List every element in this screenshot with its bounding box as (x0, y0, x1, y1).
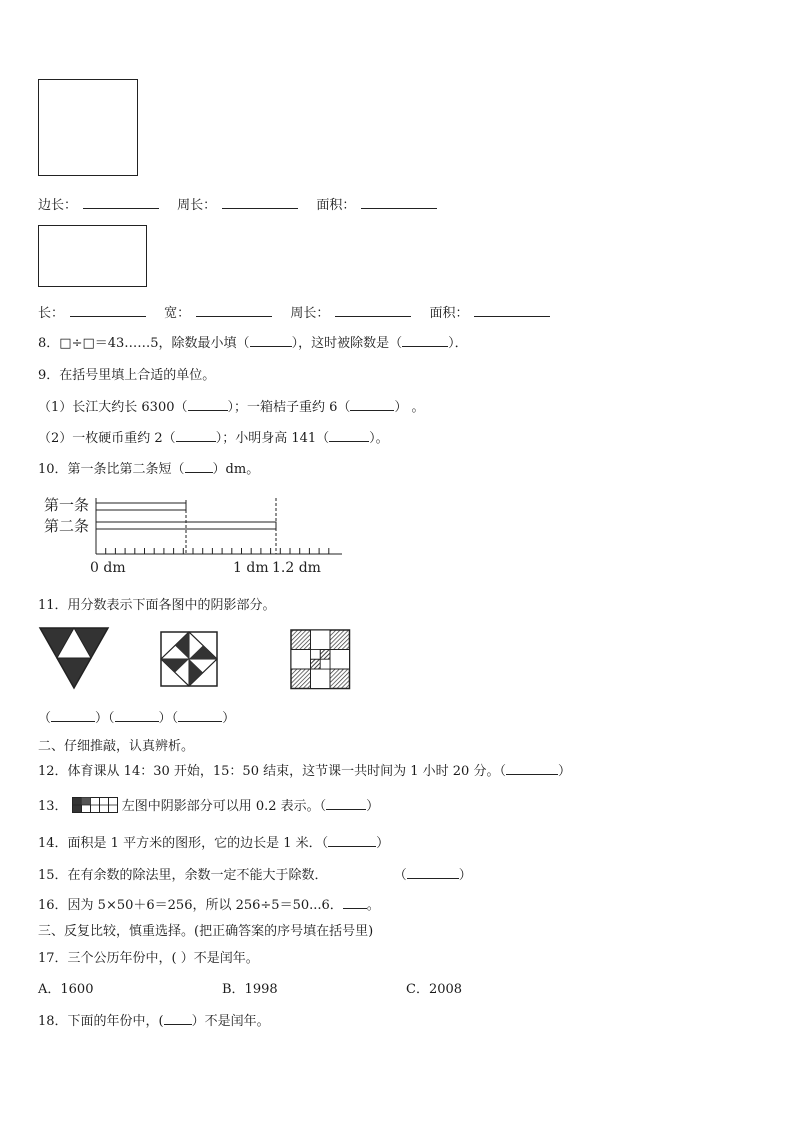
q11-grid-cell (330, 650, 350, 670)
q9-line2-b: ）；小明身高 141（ (215, 431, 330, 446)
q11-grid-cell (330, 630, 350, 650)
q17-option-c[interactable]: C．2008 (406, 982, 463, 997)
q11-paren-open-1: （ (38, 711, 52, 726)
square-side-blank[interactable] (83, 196, 159, 209)
q8-text-pre: □÷□＝43……5，除数最小填（ (59, 336, 250, 351)
q9-line1-c: ） 。 (394, 400, 425, 415)
q12-post: ） (557, 764, 571, 779)
q8-number: 8． (38, 336, 60, 351)
q11-grid-subcell (320, 659, 330, 669)
rect-perimeter-label: 周长： (290, 306, 330, 321)
question-16 (38, 894, 380, 913)
q12-text: 12．体育课从 14：30 开始，15：50 结束，这节课一共时间为 1 小时 20 分。（ (38, 764, 506, 779)
question-10 (38, 458, 259, 477)
q14-text: 14．面积是 1 平方米的图形，它的边长是 1 米．（ (38, 836, 329, 851)
q11-shaded-shapes (36, 624, 366, 694)
rect-length-blank[interactable] (70, 304, 146, 317)
q9-line1-a: （1）长江大约长 6300（ (38, 400, 188, 415)
question-12 (38, 760, 571, 779)
q9-blank-3[interactable] (176, 430, 216, 442)
question-9-title: 9．在括号里填上合适的单位。 (38, 368, 216, 383)
section-3-title: 三、反复比较，慎重选择。(把正确答案的序号填在括号里) (38, 924, 374, 939)
q11-paren-open-2: （ (108, 711, 115, 726)
rectangle-labels-row (38, 302, 550, 321)
q9-line2-a: （2）一枚硬币重约 2（ (38, 431, 176, 446)
rect-perimeter-blank[interactable] (335, 304, 411, 317)
question-18 (38, 1010, 270, 1029)
q16-blank[interactable] (343, 897, 367, 909)
square-labels-row (38, 194, 437, 213)
q11-paren-close-1: ） (95, 711, 109, 726)
q9-line2-c: ）。 (369, 431, 389, 446)
q9-line1-b: ）；一箱桔子重约 6（ (227, 400, 351, 415)
q16-text: 16．因为 5×50＋6＝256，所以 256÷5＝50...6． (38, 898, 343, 913)
q8-text-mid: ），这时被除数是（ (291, 336, 403, 351)
question-8 (38, 332, 468, 351)
rect-length-label: 长： (38, 306, 65, 321)
rect-area-blank[interactable] (474, 304, 550, 317)
square-side-label: 边长： (38, 198, 78, 213)
question-9-line2 (38, 427, 389, 446)
q10-tick-12: 1.2 dm (272, 560, 321, 576)
q10-text-post: ）dm。 (212, 462, 260, 477)
q11-blank-3[interactable] (178, 710, 222, 722)
q9-blank-4[interactable] (329, 430, 369, 442)
q11-paren-open-3: （ (171, 711, 179, 726)
q10-ticks (96, 548, 329, 554)
q14-blank[interactable] (328, 835, 376, 847)
q8-divisor-blank[interactable] (250, 335, 292, 347)
q16-post: 。 (366, 898, 380, 913)
q11-grid-cell (291, 669, 311, 689)
q18-text-pre: 18．下面的年份中，( (38, 1014, 164, 1029)
q10-tick-1: 1 dm (233, 560, 269, 576)
q11-paren-close-2: ） (158, 711, 172, 726)
square-area-label: 面积： (316, 198, 356, 213)
q13-post: ） (366, 799, 380, 814)
q17-option-a[interactable]: A．1600 (38, 982, 94, 997)
q10-tick-0: 0 dm (90, 560, 126, 576)
q11-paren-close-3: ） (222, 711, 236, 726)
q11-grid-cell (311, 630, 331, 650)
q11-grid-cell (291, 630, 311, 650)
q10-text-pre: 10．第一条比第二条短（ (38, 462, 185, 477)
question-14 (38, 832, 389, 851)
q11-grid-shape (291, 630, 350, 689)
q13-cell-partial-shade (81, 798, 90, 806)
square-area-blank[interactable] (361, 196, 437, 209)
square-perimeter-label: 周长： (177, 198, 217, 213)
rect-width-label: 宽： (164, 306, 191, 321)
q9-blank-1[interactable] (188, 399, 228, 411)
q15-blank[interactable] (407, 867, 459, 879)
question-17: 17．三个公历年份中，( ）不是闰年。 (38, 951, 259, 966)
q10-bar-diagram (40, 492, 350, 578)
q11-blank-2[interactable] (115, 710, 159, 722)
q10-bar-first (96, 503, 186, 510)
q18-text-post: ）不是闰年。 (191, 1014, 270, 1029)
q11-grid-cell (291, 650, 311, 670)
q15-paren-open: （ (393, 868, 407, 883)
q12-blank[interactable] (506, 763, 558, 775)
q10-blank[interactable] (185, 461, 213, 473)
q11-grid-cell (311, 669, 331, 689)
q13-cells (72, 798, 117, 813)
question-15 (38, 864, 472, 883)
q11-grid-subcell (320, 650, 330, 660)
q13-blank[interactable] (326, 798, 366, 810)
q15-text: 15．在有余数的除法里，余数一定不能大于除数． (38, 868, 328, 883)
q13-bar-figure (72, 797, 118, 813)
q14-post: ） (376, 836, 390, 851)
q15-post: ） (458, 868, 472, 883)
q17-option-b[interactable]: B．1998 (222, 982, 278, 997)
rect-area-label: 面积： (429, 306, 469, 321)
q9-blank-2[interactable] (350, 399, 394, 411)
question-11-title: 11．用分数表示下面各图中的阴影部分。 (38, 598, 276, 613)
q11-blank-1[interactable] (51, 710, 95, 722)
question-13 (38, 795, 379, 814)
q18-blank[interactable] (164, 1013, 192, 1025)
q11-grid-subcell (311, 659, 321, 669)
q8-text-post: ）． (448, 336, 468, 351)
q13-number: 13． (38, 799, 68, 814)
q10-label-first: 第一条 (44, 496, 90, 514)
square-perimeter-blank[interactable] (222, 196, 298, 209)
section-2-title: 二、仔细推敲，认真辨析。 (38, 739, 195, 754)
rectangle-figure (38, 225, 147, 287)
q11-grid-cell (330, 669, 350, 689)
q10-label-second: 第二条 (44, 517, 90, 535)
q13-text: 左图中阴影部分可以用 0.2 表示。（ (121, 799, 327, 814)
q8-dividend-blank[interactable] (402, 335, 448, 347)
q11-answer-row (38, 707, 235, 726)
q11-grid-subcell (311, 650, 321, 660)
rect-width-blank[interactable] (196, 304, 272, 317)
square-figure (38, 79, 138, 176)
question-9-line1 (38, 396, 425, 415)
